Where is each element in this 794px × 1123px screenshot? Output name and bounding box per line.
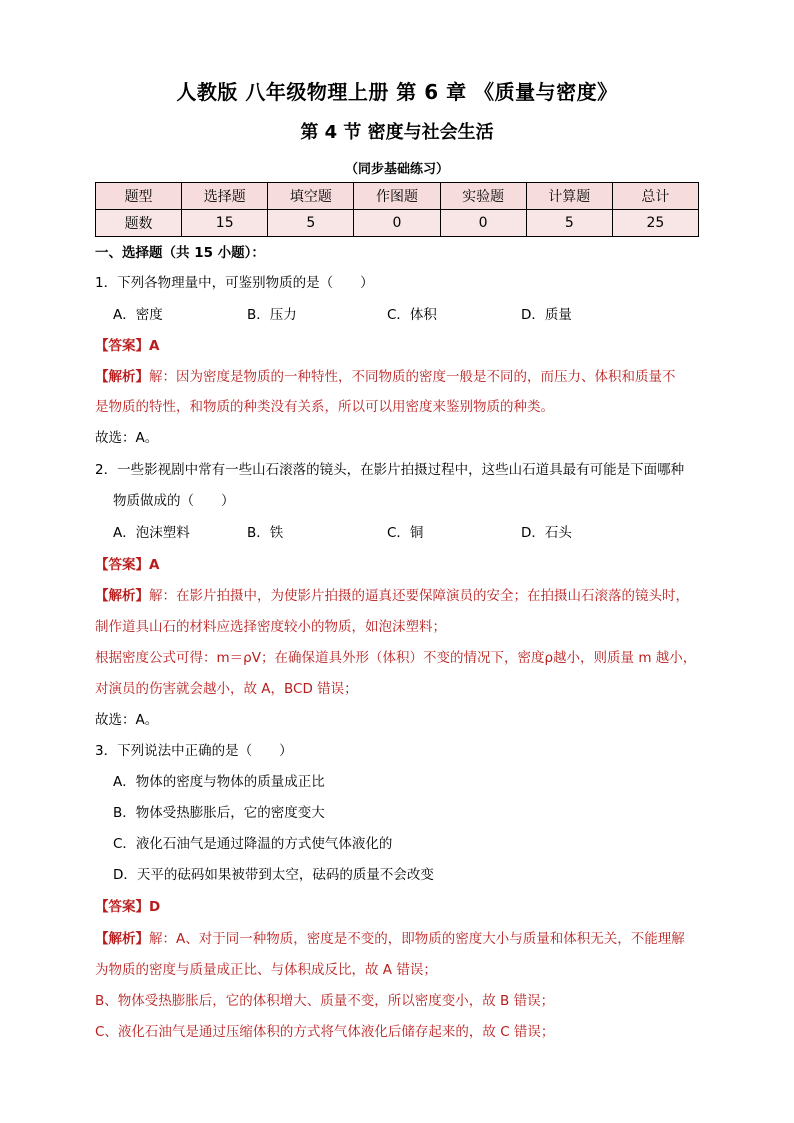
analysis-tag: 【解析】 [95, 931, 149, 947]
question-2-option-d: D．石头 [521, 525, 572, 541]
question-2-option-c: C．铜 [387, 525, 424, 541]
table-cell: 填空题 [268, 183, 354, 210]
question-summary-table [95, 182, 699, 237]
question-3-option-d: D．天平的砝码如果被带到太空，砝码的质量不会改变 [113, 867, 434, 883]
question-1-option-c: C．体积 [387, 307, 437, 323]
exercise-subtitle: （同步基础练习） [344, 162, 449, 177]
question-2-analysis-line: 对演员的伤害就会越小，故 A，BCD 错误； [95, 681, 358, 697]
table-header-row [96, 183, 699, 210]
question-3-option-c: C．液化石油气是通过降温的方式使气体液化的 [113, 836, 393, 852]
question-1-choice: 故选：A。 [95, 430, 159, 446]
table-cell: 5 [268, 210, 354, 237]
question-3-analysis-line [95, 929, 685, 949]
analysis-text: 解：在影片拍摄中，为使影片拍摄的逼真还要保障演员的安全；在拍摄山石滚落的镜头时， [149, 588, 689, 604]
table-cell: 题数 [96, 210, 182, 237]
table-cell: 总计 [612, 183, 698, 210]
table-cell: 实验题 [440, 183, 526, 210]
question-3-analysis-line: B、物体受热膨胀后，它的体积增大、质量不变，所以密度变小，故 B 错误； [95, 993, 555, 1009]
table-cell: 15 [182, 210, 268, 237]
question-2-analysis-line [95, 586, 689, 606]
question-1-analysis-line [95, 367, 676, 387]
section-title: 第 4 节 密度与社会生活 [300, 122, 494, 143]
question-1-option-b: B．压力 [247, 307, 297, 323]
question-1-option-d: D．质量 [521, 307, 572, 323]
table-cell: 25 [612, 210, 698, 237]
table-row [96, 210, 699, 237]
table-cell: 计算题 [526, 183, 612, 210]
question-3-stem: 3．下列说法中正确的是（ ） [95, 743, 293, 759]
question-1-stem: 1．下列各物理量中，可鉴别物质的是（ ） [95, 275, 374, 291]
question-2-option-a: A．泡沫塑料 [113, 525, 190, 541]
table-cell: 5 [526, 210, 612, 237]
analysis-tag: 【解析】 [95, 369, 149, 385]
question-3-analysis-line: C、液化石油气是通过压缩体积的方式将气体液化后储存起来的，故 C 错误； [95, 1024, 555, 1040]
question-2-stem: 2．一些影视剧中常有一些山石滚落的镜头，在影片拍摄过程中，这些山石道具最有可能是下面哪种 [95, 462, 685, 478]
section-heading: 一、选择题（共 15 小题）： [95, 245, 265, 261]
document-title: 人教版 八年级物理上册 第 6 章 《质量与密度》 [176, 80, 618, 104]
question-2-analysis-line: 根据密度公式可得：m＝ρV；在确保道具外形（体积）不变的情况下，密度ρ越小，则质量 m 越小， [95, 650, 697, 666]
question-2-analysis-line: 制作道具山石的材料应选择密度较小的物质，如泡沫塑料； [95, 619, 446, 635]
table-cell: 作图题 [354, 183, 440, 210]
question-2-choice: 故选：A。 [95, 712, 159, 728]
table-cell: 选择题 [182, 183, 268, 210]
question-3-option-a: A．物体的密度与物体的质量成正比 [113, 774, 325, 790]
analysis-text: 解：A、对于同一种物质，密度是不变的，即物质的密度大小与质量和体积无关，不能理解 [149, 931, 685, 947]
question-1-option-a: A．密度 [113, 307, 163, 323]
table-cell: 0 [440, 210, 526, 237]
analysis-text: 解：因为密度是物质的一种特性，不同物质的密度一般是不同的，而压力、体积和质量不 [149, 369, 676, 385]
question-1-answer: 【答案】A [95, 338, 160, 354]
question-2-answer: 【答案】A [95, 557, 160, 573]
question-2-option-b: B．铁 [247, 525, 284, 541]
analysis-tag: 【解析】 [95, 588, 149, 604]
question-1-analysis-line: 是物质的特性，和物质的种类没有关系，所以可以用密度来鉴别物质的种类。 [95, 399, 554, 415]
question-3-analysis-line: 为物质的密度与质量成正比、与体积成反比，故 A 错误； [95, 962, 437, 978]
question-2-stem-cont: 物质做成的（ ） [113, 493, 235, 509]
question-3-option-b: B．物体受热膨胀后，它的密度变大 [113, 805, 325, 821]
table-cell: 题型 [96, 183, 182, 210]
question-3-answer: 【答案】D [95, 899, 161, 915]
table-cell: 0 [354, 210, 440, 237]
